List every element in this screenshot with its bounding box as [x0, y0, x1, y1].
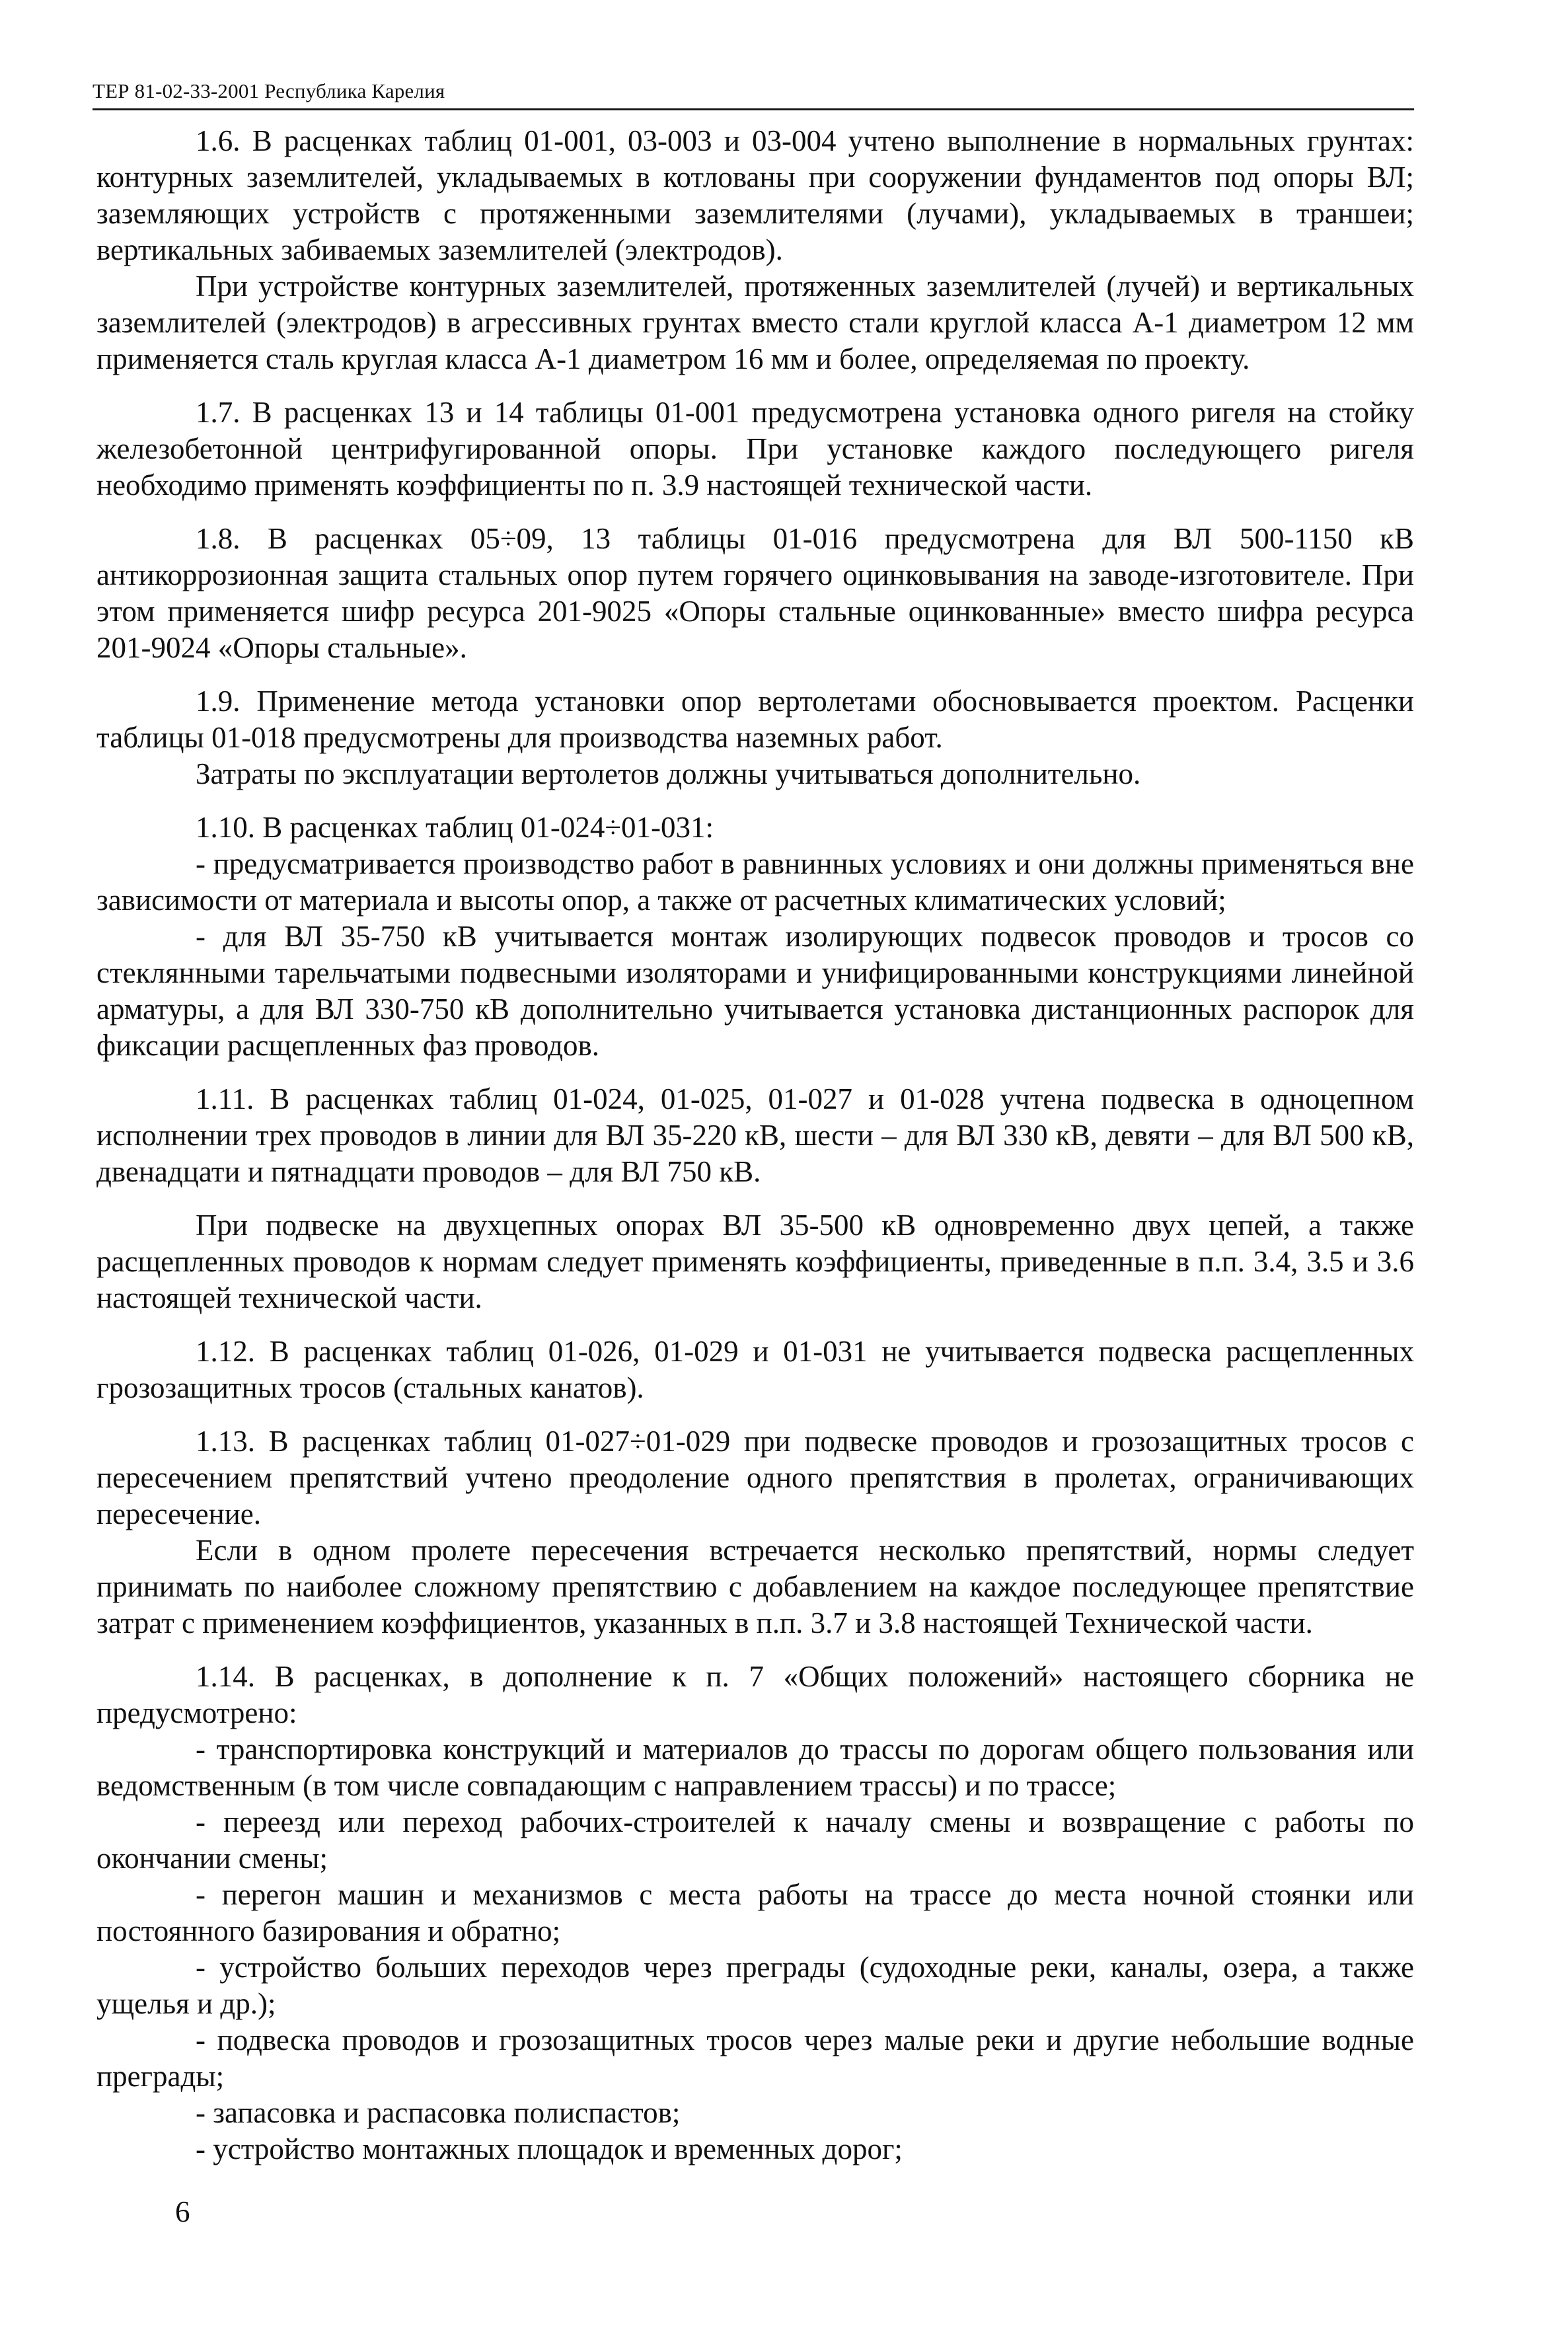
paragraph-1-9: 1.9. Применение метода установки опор вертолетами обосновывается проектом. Расценки таблицы 01-018 предусмотрены для производства наземных работ. [96, 685, 1414, 754]
list-item: - предусматривается производство работ в равнинных условиях и они должны применяться вне зависимости от материала и высоты опор, а также от расчетных климатических условий; [96, 847, 1414, 917]
list-item: - устройство больших переходов через преграды (судоходные реки, каналы, озера, а также ущелья и др.); [96, 1951, 1414, 2020]
paragraph-1-13-cont: Если в одном пролете пересечения встречается несколько препятствий, нормы следует принимать по наиболее сложному препятствию с добавлением на каждое последующее препятствие затрат с применением коэффициентов, указанных в п.п. 3.7 и 3.8 настоящей Технической части. [96, 1534, 1414, 1639]
paragraph-1-10: 1.10. В расценках таблиц 01-024÷01-031: [196, 811, 714, 844]
paragraph-1-13: 1.13. В расценках таблиц 01-027÷01-029 при подвеске проводов и грозозащитных тросов с пересечением препятствий учтено преодоление одного препятствия в пролетах, ограничивающих пересечение. [96, 1425, 1414, 1530]
paragraph-1-12: 1.12. В расценках таблиц 01-026, 01-029 и 01-031 не учитывается подвеска расщепленных грозозащитных тросов (стальных канатов). [96, 1335, 1414, 1404]
list-item: - транспортировка конструкций и материалов до трассы по дорогам общего пользования или ведомственным (в том числе совпадающим с направлением трассы) и по трассе; [96, 1733, 1414, 1802]
list-item: - подвеска проводов и грозозащитных тросов через малые реки и другие небольшие водные преграды; [96, 2023, 1414, 2093]
paragraph-1-6: 1.6. В расценках таблиц 01-001, 03-003 и 03-004 учтено выполнение в нормальных грунтах: контурных заземлителей, укладываемых в котлованы при сооружении фундаментов под опоры ВЛ; заземляющих устройств с протяженными заземлителями (лучами), укладываемых в траншеи; вертикальных забиваемых заземлителей (электродов). [96, 124, 1414, 266]
paragraph-1-11: 1.11. В расценках таблиц 01-024, 01-025, 01-027 и 01-028 учтена подвеска в одноцепном исполнении трех проводов в линии для ВЛ 35-220 кВ, шести – для ВЛ 330 кВ, девяти – для ВЛ 500 кВ, двенадцати и пятнадцати проводов – для ВЛ 750 кВ. [96, 1082, 1414, 1188]
list-item: - запасовка и распасовка полиспастов; [196, 2096, 681, 2129]
list-item: - устройство монтажных площадок и временных дорог; [196, 2132, 903, 2165]
paragraph-1-14: 1.14. В расценках, в дополнение к п. 7 «Общих положений» настоящего сборника не предусмотрено: [96, 1660, 1414, 1729]
list-item: - перегон машин и механизмов с места работы на трассе до места ночной стоянки или постоянного базирования и обратно; [96, 1878, 1414, 1947]
header-divider [93, 108, 1414, 110]
paragraph-1-8: 1.8. В расценках 05÷09, 13 таблицы 01-016 предусмотрена для ВЛ 500-1150 кВ антикоррозионная защита стальных опор путем горячего оцинковывания на заводе-изготовителе. При этом применяется шифр ресурса 201-9025 «Опоры стальные оцинкованные» вместо шифра ресурса 201-9024 «Опоры стальные». [96, 522, 1414, 664]
page-number: 6 [175, 2195, 190, 2228]
document-body [96, 123, 1414, 2167]
list-item: - для ВЛ 35-750 кВ учитывается монтаж изолирующих подвесок проводов и тросов со стеклянными тарельчатыми подвесными изоляторами и унифицированными конструкциями линейной арматуры, а для ВЛ 330-750 кВ дополнительно учитывается установка дистанционных распорок для фиксации расщепленных фаз проводов. [96, 920, 1414, 1062]
paragraph-1-7: 1.7. В расценках 13 и 14 таблицы 01-001 предусмотрена установка одного ригеля на стойку железобетонной центрифугированной опоры. При установке каждого последующего ригеля необходимо применять коэффициенты по п. 3.9 настоящей технической части. [96, 396, 1414, 502]
paragraph-1-11-cont: При подвеске на двухцепных опорах ВЛ 35-500 кВ одновременно двух цепей, а также расщепленных проводов к нормам следует применять коэффициенты, приведенные в п.п. 3.4, 3.5 и 3.6 настоящей технической части. [96, 1209, 1414, 1314]
running-header: ТЕР 81-02-33-2001 Республика Карелия [93, 79, 445, 102]
paragraph-1-6-cont: При устройстве контурных заземлителей, протяженных заземлителей (лучей) и вертикальных заземлителей (электродов) в агрессивных грунтах вместо стали круглой класса А-1 диаметром 12 мм применяется сталь круглая класса А-1 диаметром 16 мм и более, определяемая по проекту. [96, 270, 1414, 375]
list-item: - переезд или переход рабочих-строителей к началу смены и возвращение с работы по окончании смены; [96, 1805, 1414, 1875]
paragraph-1-9-cont: Затраты по эксплуатации вертолетов должны учитываться дополнительно. [196, 757, 1141, 790]
